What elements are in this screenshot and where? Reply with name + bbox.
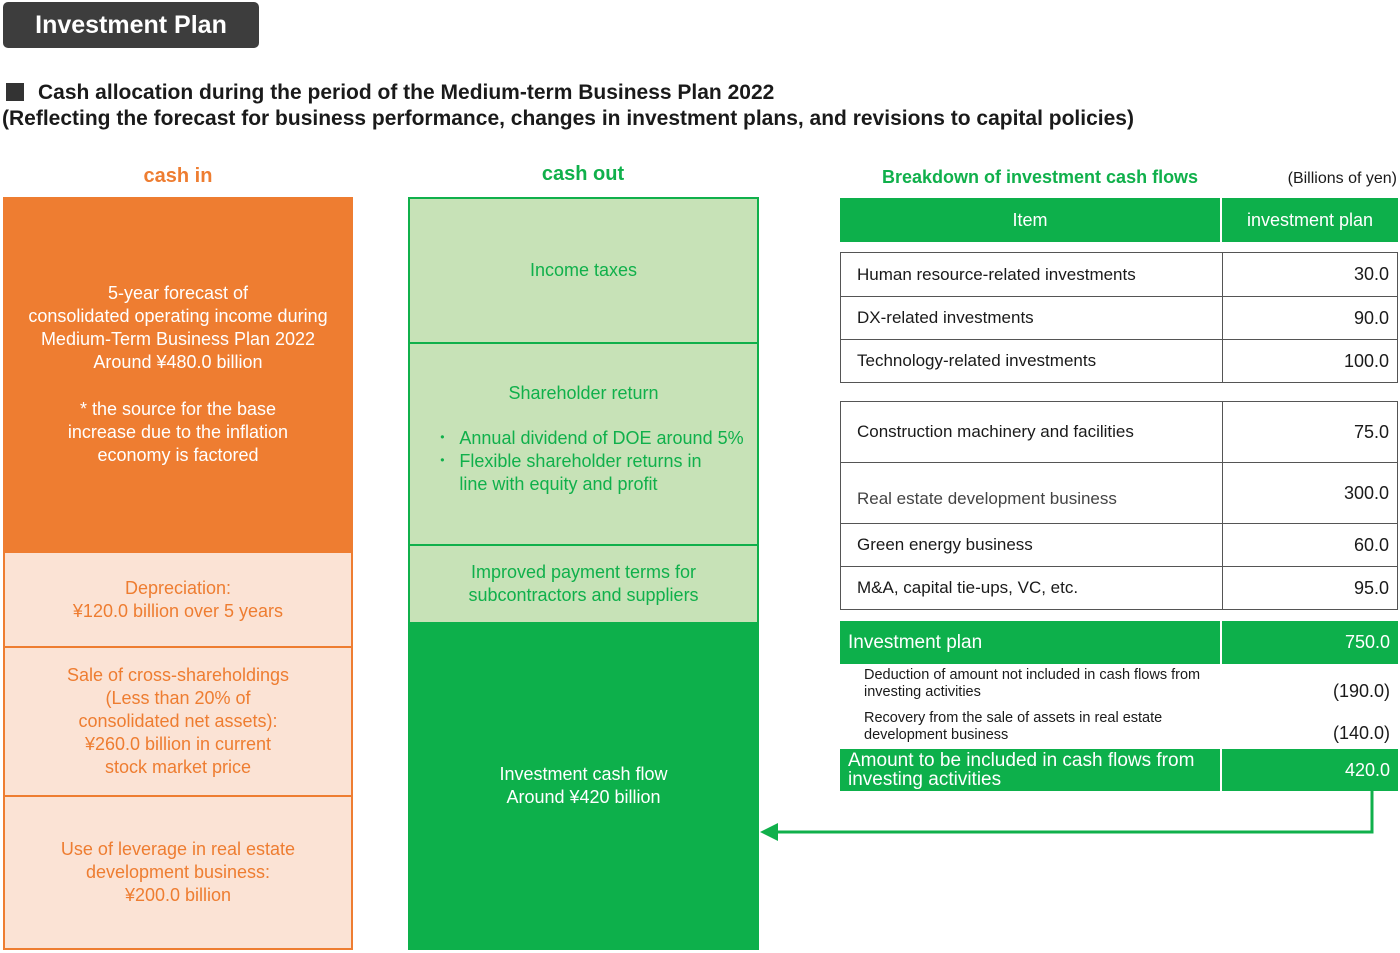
payment-terms-line2: subcontractors and suppliers (468, 585, 699, 605)
breakdown-title: Breakdown of investment cash flows (882, 167, 1199, 187)
leverage-line3: ¥200.0 billion (124, 885, 232, 905)
row-value: 60.0 (1353, 534, 1389, 555)
row-value: 75.0 (1353, 421, 1389, 442)
investment-cash-flow-line1: Investment cash flow (499, 764, 668, 784)
cross-shareholdings-line1: Sale of cross-shareholdings (66, 665, 290, 685)
shareholder-bullet-dividend: ・ Annual dividend of DOE around 5% (423, 427, 743, 450)
total-value: 750.0 (1344, 632, 1390, 652)
heading-line1: Cash allocation during the period of the Medium-term Business Plan 2022 (38, 81, 775, 104)
operating-income-line2: consolidated operating income during (28, 305, 328, 326)
depreciation-line1: Depreciation: (124, 577, 232, 598)
operating-income-line1: 5-year forecast of (107, 282, 249, 303)
flow-arrow-line (772, 791, 1372, 832)
row-item: Technology-related investments (841, 340, 1223, 382)
cash-out-title: cash out (541, 163, 625, 185)
operating-income-note3: economy is factored (97, 444, 259, 465)
deduction-1-value: (190.0) (1332, 680, 1390, 701)
row-item: Human resource-related investments (841, 253, 1223, 296)
total-item: Investment plan (840, 621, 1222, 664)
operating-income-note2: increase due to the inflation (67, 421, 289, 442)
row-item: M&A, capital tie-ups, VC, etc. (841, 567, 1223, 609)
row-item: Green energy business (841, 524, 1223, 566)
row-value: 95.0 (1353, 577, 1389, 598)
final-item-line1: Amount to be included in cash flows from (848, 750, 1195, 771)
row-value: 100.0 (1343, 350, 1389, 371)
income-taxes-label: Income taxes (529, 260, 638, 280)
deduction-2-value: (140.0) (1332, 722, 1390, 743)
investment-cash-flow-line2: Around ¥420 billion (506, 787, 661, 807)
deduction-1-line2: investing activities (864, 684, 981, 700)
heading-line2: (Reflecting the forecast for business performance, changes in investment plans, and revisions to capital policies) (2, 107, 1134, 130)
units-label: (Billions of yen) (1287, 170, 1397, 187)
final-value: 420.0 (1344, 759, 1390, 780)
row-item: Construction machinery and facilities (841, 402, 1223, 462)
row-value: 300.0 (1343, 482, 1389, 503)
leverage-line1: Use of leverage in real estate (60, 839, 296, 859)
cash-in-title: cash in (143, 165, 213, 187)
operating-income-line3: Medium-Term Business Plan 2022 (40, 328, 316, 349)
cross-shareholdings-line4: ¥260.0 billion in current (84, 734, 272, 754)
row-item: DX-related investments (841, 297, 1223, 339)
depreciation-line2: ¥120.0 billion over 5 years (72, 600, 284, 621)
row-item: Real estate development business (841, 463, 1223, 523)
leverage-line2: development business: (85, 862, 271, 882)
shareholder-return-title: Shareholder return (508, 383, 659, 403)
cross-shareholdings-line5: stock market price (104, 757, 252, 777)
cross-shareholdings-line3: consolidated net assets): (78, 711, 278, 731)
header-item: Item (840, 198, 1222, 242)
final-item-line2: investing activities (848, 769, 1002, 790)
shareholder-bullet-flexible-cont: line with equity and profit (459, 474, 658, 494)
row-value: 30.0 (1353, 264, 1389, 284)
cross-shareholdings-line2: (Less than 20% of (105, 688, 251, 708)
payment-terms-line1: Improved payment terms for (470, 562, 697, 582)
operating-income-note1: * the source for the base (79, 398, 277, 419)
deduction-2-line1: Recovery from the sale of assets in real estate (864, 710, 1163, 726)
row-value: 90.0 (1353, 307, 1389, 328)
page-badge: Investment Plan (3, 2, 259, 48)
shareholder-bullet-flexible: ・ Flexible shareholder returns in (423, 450, 743, 473)
operating-income-line4: Around ¥480.0 billion (93, 351, 263, 372)
arrowhead-icon (760, 823, 778, 841)
deduction-2-line2: development business (864, 727, 1009, 743)
deduction-1-line1: Deduction of amount not included in cash flows from (864, 667, 1201, 683)
header-investment-plan: investment plan (1246, 209, 1374, 230)
